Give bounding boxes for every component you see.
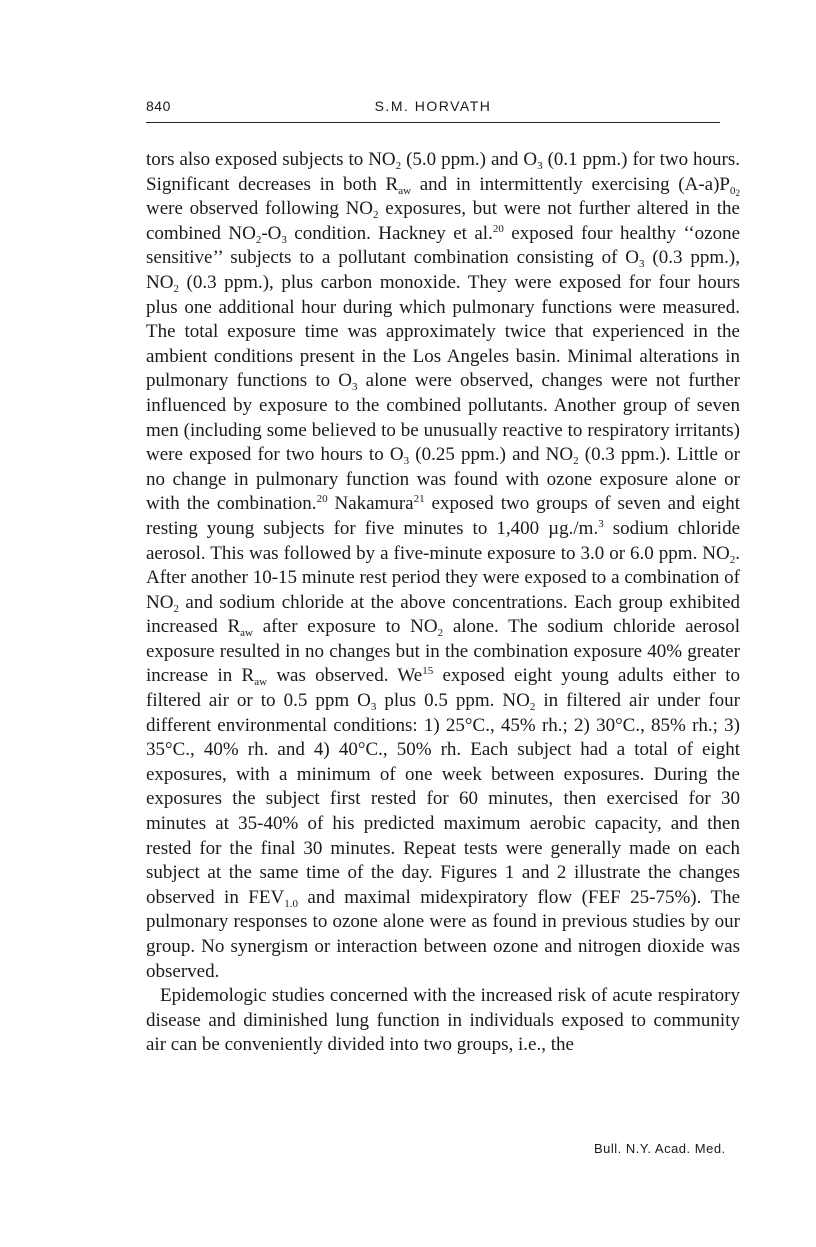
- paragraph-2: Epidemologic studies concerned with the increased risk of acute respiratory disease and diminished lung function in individuals exposed to community air can be conveniently divided into two groups, i.e., the: [146, 985, 740, 1056]
- page-header: [146, 98, 720, 123]
- body-text: [146, 148, 740, 1058]
- page-number: 840: [146, 98, 171, 114]
- journal-footer: Bull. N.Y. Acad. Med.: [594, 1141, 726, 1156]
- paragraph-1: tors also exposed subjects to $NO_2$ (5.0 ppm.) and $O_3$ (0.1 ppm.) for two hours. Significant decreases in both $R_{aw}$ and in intermittently exercising $(A-a)P_{0_2}$ were observed following $NO_2$ exposures, but were not further altered in the combined $NO_2-O_3$ condition. Hackney et al.$^{20}$ exposed four healthy ‘‘ozone sensitive’’ subjects to a pollutant combination consisting of $O_3$ (0.3 ppm.), $NO_2$ (0.3 ppm.), plus carbon monoxide. They were exposed for four hours plus one additional hour during which pulmonary functions were measured. The total exposure time was approximately twice that experienced in the ambient conditions present in the Los Angeles basin. Minimal alterations in pulmonary functions to $O_3$ alone were observed, changes were not further influenced by exposure to the combined pollutants. Another group of seven men (including some believed to be unusually reactive to respiratory irritants) were exposed for two hours to $O_3$ (0.25 ppm.) and $NO_2$ (0.3 ppm.). Little or no change in pulmonary function was found with ozone exposure alone or with the combination.$^{20}$ Nakamura$^{21}$ exposed two groups of seven and eight resting young subjects for five minutes to 1,400 µg./m.$^3$ sodium chloride aerosol. This was followed by a five-minute exposure to 3.0 or 6.0 ppm. $NO_2$. After another 10-15 minute rest period they were exposed to a combination of $NO_2$ and sodium chloride at the above concentrations. Each group exhibited increased $R_{aw}$ after exposure to $NO_2$ alone. The sodium chloride aerosol exposure resulted in no changes but in the combination exposure 40% greater increase in $R_{aw}$ was observed. We$^{15}$ exposed eight young adults either to filtered air or to 0.5 ppm $O_3$ plus 0.5 ppm. $NO_2$ in filtered air under four different environmental conditions: 1) 25°C., 45% rh.; 2) 30°C., 85% rh.; 3) 35°C., 40% rh. and 4) 40°C., 50% rh. Each subject had a total of eight exposures, with a minimum of one week between exposures. During the exposures the subject first rested for 60 minutes, then exercised for 30 minutes at 35-40% of his predicted maximum aerobic capacity, and then rested for the final 30 minutes. Repeat tests were generally made on each subject at the same time of the day. Figures 1 and 2 illustrate the changes observed in $FEV_{1.0}$ and maximal midexpiratory flow (FEF 25-75%). The pulmonary responses to ozone alone were as found in previous studies by our group. No synergism or interaction between ozone and nitrogen dioxide was observed.: [146, 149, 741, 982]
- running-head: S.M. HORVATH: [374, 98, 492, 114]
